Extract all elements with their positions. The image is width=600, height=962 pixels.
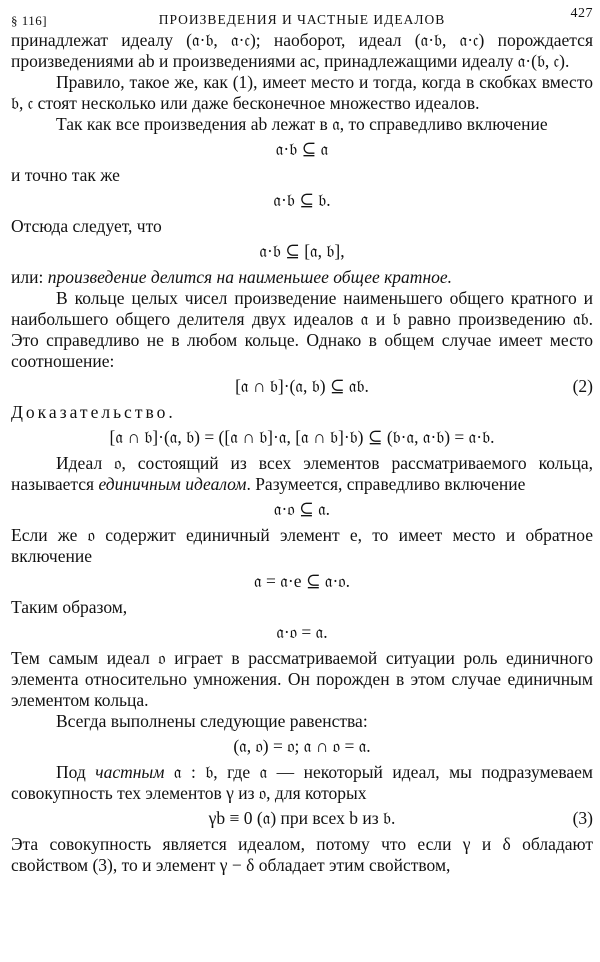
- formula: [11, 808, 593, 829]
- paragraph: Если же 𝔬 содержит единичный элемент e, то имеет место и обратное включение: [11, 525, 593, 566]
- paragraph: Всегда выполнены следующие равенства:: [56, 711, 368, 731]
- italic-term: единичным идеалом: [98, 474, 247, 494]
- formula: 𝔞·𝔟 ⊆ 𝔟.: [273, 190, 331, 210]
- book-page: [11, 0, 593, 876]
- formula: [11, 376, 593, 397]
- italic-statement: произведение делится на наименьшее общее кратное.: [47, 267, 453, 287]
- text-run: 𝔞 : 𝔟, где 𝔞 — некоторый идеал, мы подразумеваем совокупность тех элементов γ из 𝔬, для которых: [11, 762, 593, 803]
- paragraph: Так как все произведения ab лежат в 𝔞, то справедливо включение: [56, 114, 548, 134]
- paragraph: Тем самым идеал 𝔬 играет в рассматриваемой ситуации роль единичного элемента относительно умножения. Он порожден в этом случае единичным элементом кольца.: [11, 648, 593, 710]
- formula-text: γb ≡ 0 (𝔞) при всех b из 𝔟.: [208, 808, 396, 828]
- formula: 𝔞·𝔬 = 𝔞.: [276, 622, 328, 642]
- formula: 𝔞·𝔟 ⊆ 𝔞: [275, 139, 329, 159]
- equation-number: (3): [572, 808, 593, 828]
- paragraph: В кольце целых чисел произведение наименьшего общего кратного и наибольшего общего делителя двух идеалов 𝔞 и 𝔟 равно произведению 𝔞𝔟. Это справедливо не в любом кольце. Однако в общем случае имеет место соотношение:: [11, 288, 593, 371]
- equation-number: (2): [572, 376, 593, 396]
- text-run: . Разумеется, справедливо включение: [246, 474, 526, 494]
- formula-text: [𝔞 ∩ 𝔟]·(𝔞, 𝔟) ⊆ 𝔞𝔟.: [235, 376, 369, 396]
- formula: 𝔞·𝔟 ⊆ [𝔞, 𝔟],: [259, 241, 345, 261]
- formula: 𝔞·𝔬 ⊆ 𝔞.: [273, 499, 331, 519]
- paragraph: [11, 267, 593, 288]
- paragraph: Отсюда следует, что: [11, 216, 162, 236]
- section-ref: § 116]: [11, 13, 48, 28]
- paragraph: Эта совокупность является идеалом, потому что если γ и δ обладают свойством (3), то и элемент γ − δ обладает этим свойством,: [11, 834, 593, 875]
- proof-heading: Доказательство.: [11, 402, 176, 422]
- paragraph: и точно так же: [11, 165, 120, 185]
- running-title: ПРОИЗВЕДЕНИЯ И ЧАСТНЫЕ ИДЕАЛОВ: [158, 12, 446, 27]
- text-run: Под: [56, 762, 96, 782]
- formula: 𝔞 = 𝔞·e ⊆ 𝔞·𝔬.: [254, 571, 350, 591]
- text-run: Идеал 𝔬, состоящий из всех элементов рассматриваемого кольца, называется: [11, 453, 593, 494]
- paragraph: Таким образом,: [11, 597, 128, 617]
- paragraph: принадлежат идеалу (𝔞·𝔟, 𝔞·𝔠); наоборот, идеал (𝔞·𝔟, 𝔞·𝔠) порождается произведениями ab и произведениями ac, принадлежащими идеалу 𝔞·(𝔟, 𝔠).: [11, 30, 593, 71]
- paragraph: [11, 453, 593, 495]
- formula: [𝔞 ∩ 𝔟]·(𝔞, 𝔟) = ([𝔞 ∩ 𝔟]·𝔞, [𝔞 ∩ 𝔟]·𝔟) ⊆ (𝔟·𝔞, 𝔞·𝔟) = 𝔞·𝔟.: [109, 427, 495, 447]
- paragraph: [11, 762, 593, 804]
- running-header: [11, 0, 593, 30]
- italic-term: частным: [95, 762, 165, 782]
- formula: (𝔞, 𝔬) = 𝔬; 𝔞 ∩ 𝔬 = 𝔞.: [233, 736, 371, 756]
- page-number: 427: [570, 6, 593, 21]
- text-run: или:: [11, 267, 48, 287]
- paragraph: Правило, такое же, как (1), имеет место и тогда, когда в скобках вместо 𝔟, 𝔠 стоят несколько или даже бесконечное множество идеалов.: [11, 72, 593, 113]
